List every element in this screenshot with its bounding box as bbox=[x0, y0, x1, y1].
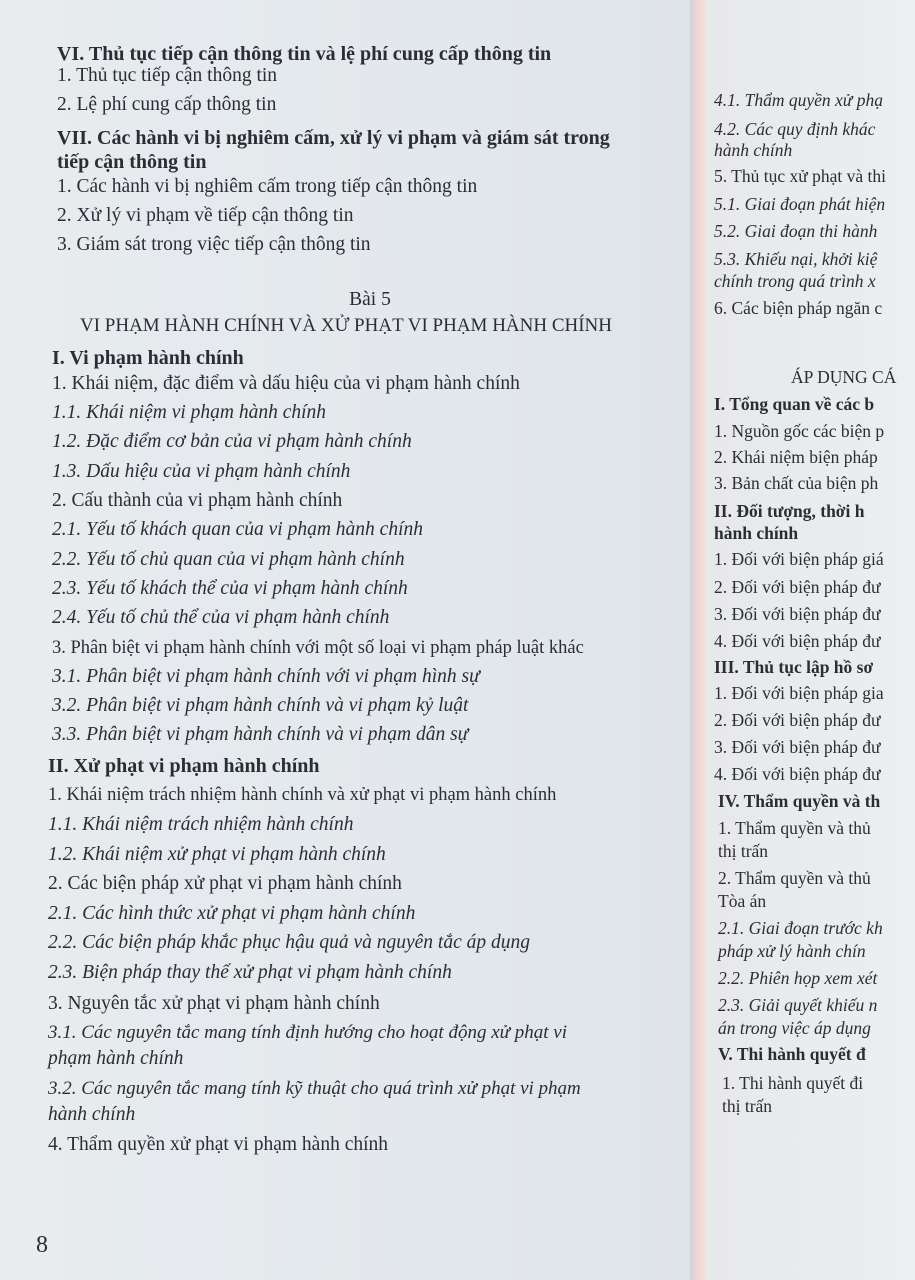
section-heading: VII. Các hành vi bị nghiêm cấm, xử lý vi phạm và giám sát trong bbox=[57, 127, 610, 149]
toc-subitem: 2.1. Các hình thức xử phạt vi phạm hành chính bbox=[48, 903, 416, 924]
toc-subitem: 2.3. Biện pháp thay thế xử phạt vi phạm hành chính bbox=[48, 962, 452, 983]
toc-subitem: 1.3. Dấu hiệu của vi phạm hành chính bbox=[52, 461, 351, 482]
toc-subitem: 5.1. Giai đoạn phát hiện bbox=[714, 194, 886, 214]
toc-item: thị trấn bbox=[722, 1096, 773, 1116]
toc-subitem: pháp xử lý hành chín bbox=[718, 941, 866, 961]
toc-item: 2. Đối với biện pháp đư bbox=[714, 577, 881, 597]
toc-subitem: 2.2. Phiên họp xem xét bbox=[718, 968, 878, 988]
toc-item: 1. Nguồn gốc các biện p bbox=[714, 421, 885, 441]
toc-subitem: 4.2. Các quy định khác bbox=[714, 119, 876, 139]
toc-item: 6. Các biện pháp ngăn c bbox=[714, 298, 883, 318]
section-heading: I. Tổng quan về các b bbox=[714, 394, 875, 414]
toc-subitem: 5.2. Giai đoạn thi hành bbox=[714, 221, 878, 241]
section-heading: II. Xử phạt vi phạm hành chính bbox=[48, 755, 320, 777]
lesson-number: Bài 5 bbox=[349, 289, 391, 310]
toc-subitem: 1.2. Khái niệm xử phạt vi phạm hành chính bbox=[48, 844, 386, 865]
lesson-title: ÁP DỤNG CÁ bbox=[791, 367, 897, 387]
toc-item: 2. Các biện pháp xử phạt vi phạm hành chính bbox=[48, 873, 402, 894]
toc-item: 3. Đối với biện pháp đư bbox=[714, 604, 881, 624]
toc-subitem: 2.1. Giai đoạn trước kh bbox=[718, 918, 883, 938]
toc-item: 2. Đối với biện pháp đư bbox=[714, 710, 881, 730]
toc-subitem: 3.3. Phân biệt vi phạm hành chính và vi phạm dân sự bbox=[52, 724, 469, 745]
section-heading: tiếp cận thông tin bbox=[57, 151, 207, 173]
section-heading: V. Thi hành quyết đ bbox=[718, 1044, 866, 1064]
toc-item: 1. Thi hành quyết đi bbox=[722, 1073, 864, 1093]
right-page bbox=[706, 0, 915, 1280]
lesson-title: VI PHẠM HÀNH CHÍNH VÀ XỬ PHẠT VI PHẠM HÀNH CHÍNH bbox=[80, 315, 612, 336]
toc-subitem: 3.1. Phân biệt vi phạm hành chính với vi phạm hình sự bbox=[52, 666, 480, 687]
toc-subitem: 2.1. Yếu tố khách quan của vi phạm hành chính bbox=[52, 519, 423, 540]
toc-item: 2. Cấu thành của vi phạm hành chính bbox=[52, 490, 343, 511]
toc-item: 1. Khái niệm trách nhiệm hành chính và xử phạt vi phạm hành chính bbox=[48, 785, 557, 805]
toc-item: 4. Đối với biện pháp đư bbox=[714, 631, 881, 651]
toc-item: thị trấn bbox=[718, 841, 769, 861]
toc-subitem: 2.3. Giải quyết khiếu n bbox=[718, 995, 878, 1015]
toc-subitem: hành chính bbox=[714, 140, 793, 160]
toc-item: 1. Đối với biện pháp giá bbox=[714, 549, 884, 569]
section-heading: IV. Thẩm quyền và th bbox=[718, 791, 881, 811]
toc-subitem: phạm hành chính bbox=[48, 1048, 184, 1069]
toc-item: 3. Giám sát trong việc tiếp cận thông tin bbox=[57, 234, 371, 255]
toc-item: 3. Bản chất của biện ph bbox=[714, 473, 879, 493]
toc-subitem: chính trong quá trình x bbox=[714, 271, 876, 291]
toc-subitem: 4.1. Thẩm quyền xử phạ bbox=[714, 90, 883, 110]
toc-subitem: 3.2. Các nguyên tắc mang tính kỹ thuật cho quá trình xử phạt vi phạm bbox=[48, 1078, 581, 1099]
section-heading: VI. Thủ tục tiếp cận thông tin và lệ phí cung cấp thông tin bbox=[57, 43, 552, 65]
toc-subitem: 5.3. Khiếu nại, khởi kiệ bbox=[714, 249, 878, 269]
toc-item: 2. Lệ phí cung cấp thông tin bbox=[57, 94, 277, 115]
toc-subitem: 1.1. Khái niệm trách nhiệm hành chính bbox=[48, 814, 354, 835]
toc-item: 1. Khái niệm, đặc điểm và dấu hiệu của vi phạm hành chính bbox=[52, 373, 520, 394]
toc-subitem: 1.2. Đặc điểm cơ bản của vi phạm hành chính bbox=[52, 431, 412, 452]
toc-item: 1. Thẩm quyền và thủ bbox=[718, 818, 871, 838]
toc-item: 2. Xử lý vi phạm về tiếp cận thông tin bbox=[57, 205, 354, 226]
toc-subitem: án trong việc áp dụng bbox=[718, 1018, 871, 1038]
toc-subitem: 2.3. Yếu tố khách thể của vi phạm hành chính bbox=[52, 578, 408, 599]
section-heading: I. Vi phạm hành chính bbox=[52, 347, 244, 369]
toc-item: 2. Khái niệm biện pháp bbox=[714, 447, 878, 467]
toc-subitem: 1.1. Khái niệm vi phạm hành chính bbox=[52, 402, 327, 423]
section-heading: II. Đối tượng, thời h bbox=[714, 501, 865, 521]
toc-subitem: 2.2. Các biện pháp khắc phục hậu quả và nguyên tắc áp dụng bbox=[48, 932, 530, 953]
toc-item: 2. Thẩm quyền và thủ bbox=[718, 868, 871, 888]
toc-item: 3. Phân biệt vi phạm hành chính với một số loại vi phạm pháp luật khác bbox=[52, 638, 584, 658]
toc-item: 1. Thủ tục tiếp cận thông tin bbox=[57, 65, 278, 86]
toc-subitem: hành chính bbox=[48, 1104, 136, 1125]
section-heading: III. Thủ tục lập hồ sơ bbox=[714, 657, 874, 677]
toc-subitem: 2.4. Yếu tố chủ thể của vi phạm hành chính bbox=[52, 607, 390, 628]
toc-item: Tòa án bbox=[718, 891, 767, 911]
toc-subitem: 3.2. Phân biệt vi phạm hành chính và vi phạm kỷ luật bbox=[52, 695, 469, 716]
toc-subitem: 3.1. Các nguyên tắc mang tính định hướng cho hoạt động xử phạt vi bbox=[48, 1022, 567, 1043]
toc-item: 3. Nguyên tắc xử phạt vi phạm hành chính bbox=[48, 993, 380, 1014]
toc-item: 4. Đối với biện pháp đư bbox=[714, 764, 881, 784]
toc-item: 1. Đối với biện pháp gia bbox=[714, 683, 884, 703]
toc-item: 4. Thẩm quyền xử phạt vi phạm hành chính bbox=[48, 1134, 389, 1155]
page-number: 8 bbox=[36, 1232, 48, 1258]
toc-item: 5. Thủ tục xử phạt và thi bbox=[714, 166, 886, 186]
toc-item: 1. Các hành vi bị nghiêm cấm trong tiếp cận thông tin bbox=[57, 176, 478, 197]
toc-item: 3. Đối với biện pháp đư bbox=[714, 737, 881, 757]
section-heading: hành chính bbox=[714, 523, 799, 543]
toc-subitem: 2.2. Yếu tố chủ quan của vi phạm hành chính bbox=[52, 549, 405, 570]
